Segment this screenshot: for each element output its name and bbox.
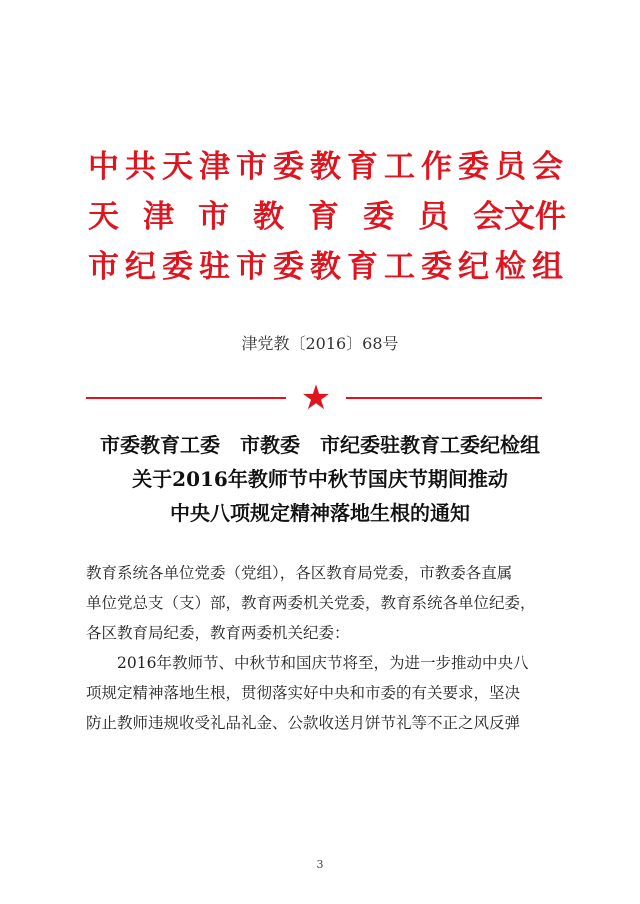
header-line-3: 市纪委驻市委教育工委纪检组	[88, 249, 569, 285]
header-line-2-part: 委	[363, 199, 394, 235]
header-line-2-part: 员	[418, 199, 449, 235]
red-divider-left	[86, 397, 286, 399]
paragraph-line: 项规定精神落地生根，贯彻落实好中央和市委的有关要求，坚决	[86, 684, 521, 702]
header-line-2	[88, 192, 566, 242]
notice-body	[86, 558, 556, 738]
document-number: 津党教〔2016〕68号	[241, 334, 399, 353]
recipients-line: 单位党总支（支）部，教育两委机关党委，教育系统各单位纪委，	[86, 594, 536, 612]
header-line-2-part: 教	[253, 199, 284, 235]
title-line-2: 关于2016年教师节中秋节国庆节期间推动	[132, 467, 508, 491]
notice-title	[0, 428, 640, 530]
header-line-1: 中共天津市委教育工作委员会	[88, 149, 569, 185]
title-line-3: 中央八项规定精神落地生根的通知	[170, 501, 470, 525]
header-line-2-part: 市	[198, 199, 229, 235]
header-line-2-part: 津	[143, 199, 174, 235]
page-number: 3	[316, 858, 324, 871]
red-divider-right	[346, 397, 542, 399]
red-star-icon: ★	[300, 378, 332, 418]
title-line-1: 市委教育工委 市教委 市纪委驻教育工委纪检组	[100, 433, 540, 457]
recipients-line: 教育系统各单位党委（党组），各区教育局党委，市教委各直属	[86, 564, 513, 582]
header-line-2-part: 育	[308, 199, 339, 235]
header-line-2-part: 会文件	[473, 199, 566, 235]
recipients-line: 各区教育局纪委，教育两委机关纪委：	[86, 624, 350, 642]
issuing-authorities-header	[88, 142, 578, 292]
paragraph-line: 2016年教师节、中秋节和国庆节将至，为进一步推动中央八	[117, 654, 529, 672]
header-line-2-part: 天	[88, 199, 119, 235]
paragraph-line: 防止教师违规收受礼品礼金、公款收送月饼节礼等不正之风反弹	[86, 714, 521, 732]
